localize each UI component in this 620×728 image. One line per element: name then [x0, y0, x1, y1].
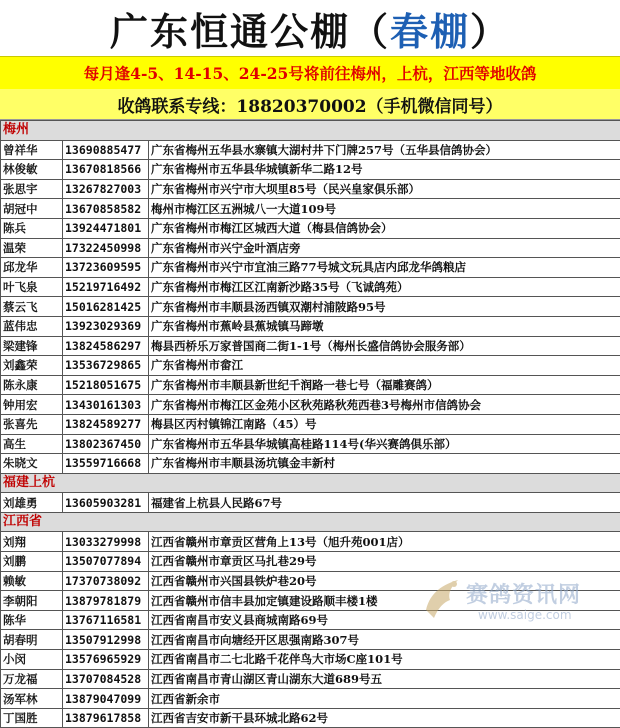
table-row [1, 669, 620, 689]
contact-address: 江西省赣州市章贡区营角上13号（旭升苑001店） [149, 532, 620, 552]
contact-phone: 13879047099 [63, 689, 149, 709]
region-header-row [1, 512, 620, 532]
contact-phone: 17322450998 [63, 238, 149, 258]
contact-name: 蓝伟忠 [1, 316, 63, 336]
contact-name: 刘鹏 [1, 552, 63, 572]
page-title [0, 0, 620, 56]
contact-phone: 15016281425 [63, 297, 149, 317]
contact-line: 收鸽联系专线：18820370002（手机微信同号） [0, 89, 620, 120]
table-row [1, 160, 620, 180]
contact-address: 广东省梅州市畲江 [149, 356, 620, 376]
table-row [1, 454, 620, 474]
contact-phone: 13879617858 [63, 708, 149, 728]
contact-name: 胡春明 [1, 630, 63, 650]
contact-phone: 15219716492 [63, 277, 149, 297]
contact-name: 刘鑫荣 [1, 356, 63, 376]
contact-address: 广东省梅州市丰顺县汤坑镇金丰新村 [149, 454, 620, 474]
contact-address: 广东省梅州市兴宁市大坝里85号（民兴皇家俱乐部） [149, 179, 620, 199]
contact-name: 赖敏 [1, 571, 63, 591]
table-row [1, 336, 620, 356]
contact-phone: 13767116581 [63, 610, 149, 630]
contact-address: 福建省上杭县人民路67号 [149, 493, 620, 513]
contact-name: 温荣 [1, 238, 63, 258]
contact-address: 江西省赣州市兴国县铁炉巷20号 [149, 571, 620, 591]
contact-phone: 13802367450 [63, 434, 149, 454]
contact-address: 广东省梅州市梅江区金苑小区秋苑路秋苑西巷3号梅州市信鸽协会 [149, 395, 620, 415]
table-row [1, 689, 620, 709]
table-row [1, 375, 620, 395]
contact-phone: 13824586297 [63, 336, 149, 356]
contact-name: 朱晓文 [1, 454, 63, 474]
contact-phone: 13507912998 [63, 630, 149, 650]
contact-address: 江西省吉安市新干县环城北路62号 [149, 708, 620, 728]
contact-name: 万龙福 [1, 669, 63, 689]
contact-phone: 13923029369 [63, 316, 149, 336]
table-row [1, 650, 620, 670]
region-header-row [1, 121, 620, 141]
contact-phone: 13924471801 [63, 218, 149, 238]
contact-name: 林俊敏 [1, 160, 63, 180]
contact-address: 江西省南昌市二七北路千花伴鸟大市场C座101号 [149, 650, 620, 670]
contact-name: 刘雄勇 [1, 493, 63, 513]
table-row [1, 277, 620, 297]
contact-address: 广东省梅州市五华县华城镇新华二路12号 [149, 160, 620, 180]
contact-name: 陈华 [1, 610, 63, 630]
table-row [1, 316, 620, 336]
contact-address: 广东省梅州市丰顺县汤西镇双潮村浦陂路95号 [149, 297, 620, 317]
contact-phone: 13879781879 [63, 591, 149, 611]
contact-phone: 17370738092 [63, 571, 149, 591]
contact-name: 高生 [1, 434, 63, 454]
contact-phone: 13824589277 [63, 414, 149, 434]
watermark-text: 赛鸽资讯网 [466, 578, 581, 609]
table-row [1, 493, 620, 513]
table-row [1, 238, 620, 258]
contact-phone: 13670858582 [63, 199, 149, 219]
contact-name: 叶飞泉 [1, 277, 63, 297]
contact-name: 小闵 [1, 650, 63, 670]
contact-address: 广东省梅州市兴宁市宜油三路77号城文玩具店内邱龙华鸽粮店 [149, 258, 620, 278]
title-sub: 春棚 [390, 1, 470, 56]
contact-name: 陈兵 [1, 218, 63, 238]
table-row [1, 414, 620, 434]
contact-phone: 13033279998 [63, 532, 149, 552]
title-end: ） [470, 1, 510, 56]
table-body [1, 121, 620, 728]
contact-address: 江西省赣州市章贡区马扎巷29号 [149, 552, 620, 572]
contact-phone: 13267827003 [63, 179, 149, 199]
table-row [1, 708, 620, 728]
collection-schedule-banner: 每月逢4-5、14-15、24-25号将前往梅州，上杭，江西等地收鸽 [0, 56, 620, 90]
contact-address: 广东省梅州五华县水寨镇大湖村井下门牌257号（五华县信鸽协会） [149, 140, 620, 160]
region-header-row [1, 473, 620, 493]
contact-name: 曾祥华 [1, 140, 63, 160]
table-row [1, 395, 620, 415]
contact-address: 广东省梅州市梅江区城西大道（梅县信鸽协会） [149, 218, 620, 238]
contact-name: 胡冠中 [1, 199, 63, 219]
table-row [1, 356, 620, 376]
contact-phone: 13430161303 [63, 395, 149, 415]
contact-name: 梁建锋 [1, 336, 63, 356]
contact-address: 广东省梅州市蕉岭县蕉城镇马蹄墩 [149, 316, 620, 336]
contact-address: 梅县西桥乐万家普国商二街1-1号（梅州长盛信鸽协会服务部） [149, 336, 620, 356]
table-row [1, 140, 620, 160]
contact-phone: 13707084528 [63, 669, 149, 689]
table-row [1, 179, 620, 199]
watermark-url: www.saige.com [478, 608, 572, 622]
contact-name: 丁国胜 [1, 708, 63, 728]
contact-name: 张喜先 [1, 414, 63, 434]
contact-phone: 13507077894 [63, 552, 149, 572]
collection-points-table [0, 120, 620, 728]
contact-phone: 13559716668 [63, 454, 149, 474]
region-header: 梅州 [1, 121, 620, 141]
title-main: 广东恒通公棚（ [110, 1, 390, 56]
contact-address: 江西省南昌市向塘经开区思强南路307号 [149, 630, 620, 650]
contact-name: 张思宇 [1, 179, 63, 199]
table-row [1, 571, 620, 591]
contact-name: 汤军林 [1, 689, 63, 709]
contact-name: 陈永康 [1, 375, 63, 395]
contact-phone: 13670818566 [63, 160, 149, 180]
table-row [1, 532, 620, 552]
contact-address: 江西省新余市 [149, 689, 620, 709]
contact-address: 江西省南昌市安义县商城南路69号 [149, 610, 620, 630]
table-row [1, 610, 620, 630]
contact-address: 江西省赣州市信丰县加定镇建设路顺丰楼1楼 [149, 591, 620, 611]
contact-phone: 13723609595 [63, 258, 149, 278]
region-header: 江西省 [1, 512, 620, 532]
contact-address: 江西省南昌市青山湖区青山湖东大道689号五 [149, 669, 620, 689]
contact-name: 刘翔 [1, 532, 63, 552]
contact-phone: 13690885477 [63, 140, 149, 160]
table-row [1, 591, 620, 611]
contact-phone: 13536729865 [63, 356, 149, 376]
table-row [1, 218, 620, 238]
contact-phone: 13576965929 [63, 650, 149, 670]
contact-address: 梅州市梅江区五洲城八一大道109号 [149, 199, 620, 219]
contact-address: 广东省梅州市兴宁金叶酒店旁 [149, 238, 620, 258]
contact-address: 广东省梅州市梅江区江南新沙路35号（飞诚鸽苑） [149, 277, 620, 297]
contact-name: 蔡云飞 [1, 297, 63, 317]
contact-phone: 13605903281 [63, 493, 149, 513]
table-row [1, 258, 620, 278]
contact-phone: 15218051675 [63, 375, 149, 395]
region-header: 福建上杭 [1, 473, 620, 493]
contact-name: 李朝阳 [1, 591, 63, 611]
contact-address: 广东省梅州市丰顺县新世纪千润路一巷七号（福雕赛鸽） [149, 375, 620, 395]
table-row [1, 297, 620, 317]
contact-address: 梅县区丙村镇锦江南路（45）号 [149, 414, 620, 434]
table-row [1, 199, 620, 219]
contact-address: 广东省梅州市五华县华城镇高桂路114号(华兴赛鸽俱乐部） [149, 434, 620, 454]
table-row [1, 434, 620, 454]
contact-name: 邱龙华 [1, 258, 63, 278]
table-row [1, 552, 620, 572]
contact-name: 钟用宏 [1, 395, 63, 415]
